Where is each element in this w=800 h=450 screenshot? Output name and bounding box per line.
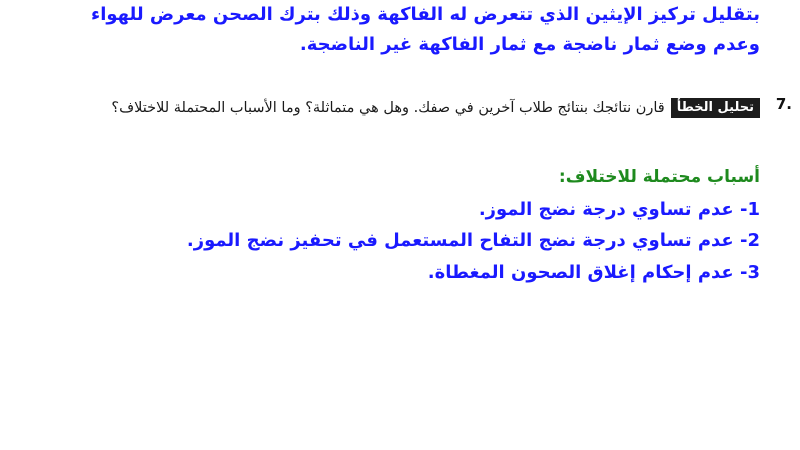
reasons-heading: أسباب محتملة للاختلاف: (558, 167, 760, 187)
reason-item-3: 3- عدم إحكام إغلاق الصحون المغطاة. (427, 262, 760, 283)
answer-intro-line-1: بتقليل تركيز الإيثين الذي تتعرض له الفاكهة وذلك بترك الصحن معرض للهواء (91, 4, 760, 25)
error-analysis-tag: تحليل الخطأ (671, 98, 760, 118)
answer-intro-line-2: وعدم وضع ثمار ناضجة مع ثمار الفاكهة غير الناضجة. (299, 34, 760, 55)
reason-item-1: 1- عدم تساوي درجة نضج الموز. (478, 199, 760, 220)
question-text: قارن نتائجك بنتائج طلاب آخرين في صفك. وهل هي متماثلة؟ وما الأسباب المحتملة للاختلاف؟ (111, 100, 665, 116)
reason-item-2: 2- عدم تساوي درجة نضج التفاح المستعمل في تحفيز نضج الموز. (186, 230, 760, 251)
question-block (70, 93, 760, 123)
question-number: 7. (775, 95, 792, 113)
